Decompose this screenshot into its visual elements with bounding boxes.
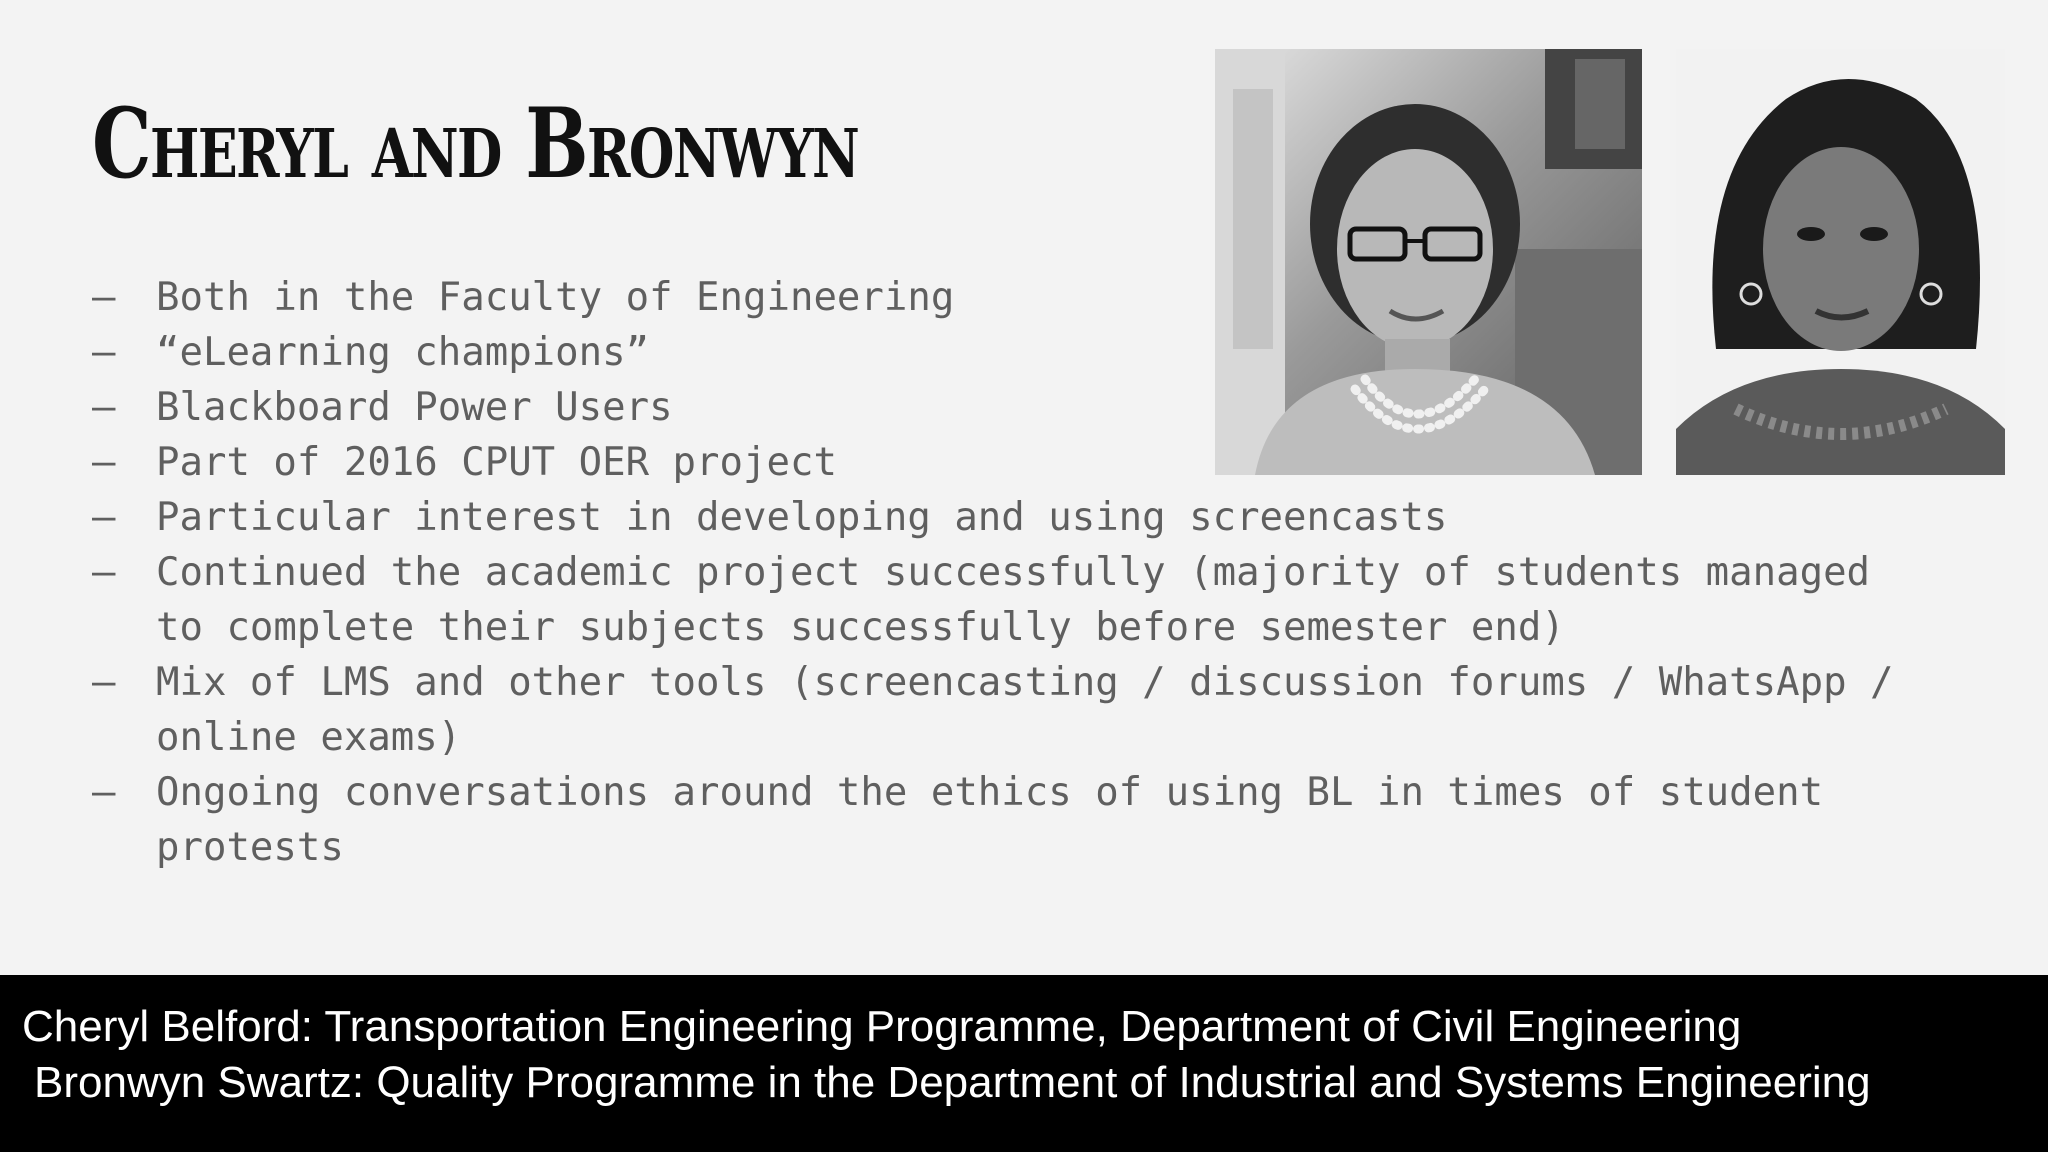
portrait-icon	[1676, 49, 2005, 475]
bullet-item	[92, 380, 1932, 435]
portrait-photo-cheryl	[1215, 49, 1642, 475]
bullet-text: Continued the academic project successfully (majority of students managed to complete their subjects successfully before semester end)	[156, 550, 1871, 650]
bullet-text: Part of 2016 CPUT OER project	[156, 440, 837, 485]
bullet-list	[92, 270, 1932, 875]
bullet-text: Ongoing conversations around the ethics of using BL in times of student protests	[156, 770, 1824, 870]
footer-line-bronwyn: Bronwyn Swartz: Quality Programme in the Department of Industrial and Systems Engineering	[34, 1058, 1871, 1107]
bullet-item	[92, 490, 1932, 545]
bullet-dash: –	[92, 385, 116, 430]
bullet-text: “eLearning champions”	[156, 330, 650, 375]
bullet-text: Both in the Faculty of Engineering	[156, 275, 955, 320]
bullet-dash: –	[92, 550, 116, 595]
portrait-photo-bronwyn	[1676, 49, 2005, 475]
slide-title: Cheryl and Bronwyn	[92, 87, 859, 200]
portrait-icon	[1215, 49, 1642, 475]
bullet-item	[92, 655, 1932, 765]
bullet-dash: –	[92, 495, 116, 540]
bullet-dash: –	[92, 660, 116, 705]
bullet-text: Particular interest in developing and using screencasts	[156, 495, 1448, 540]
footer-line-cheryl: Cheryl Belford: Transportation Engineering Programme, Department of Civil Engineering	[22, 1002, 1742, 1051]
bullet-item	[92, 765, 1932, 875]
bullet-item	[92, 270, 1932, 325]
bullet-dash: –	[92, 330, 116, 375]
bullet-item	[92, 435, 1932, 490]
footer-bar	[0, 975, 2048, 1152]
bullet-item	[92, 325, 1932, 380]
bullet-dash: –	[92, 440, 116, 485]
bullet-text: Blackboard Power Users	[156, 385, 673, 430]
bullet-text: Mix of LMS and other tools (screencasting / discussion forums / WhatsApp / online exams)	[156, 660, 1894, 760]
bullet-dash: –	[92, 770, 116, 815]
bullet-dash: –	[92, 275, 116, 320]
bullet-item	[92, 545, 1932, 655]
